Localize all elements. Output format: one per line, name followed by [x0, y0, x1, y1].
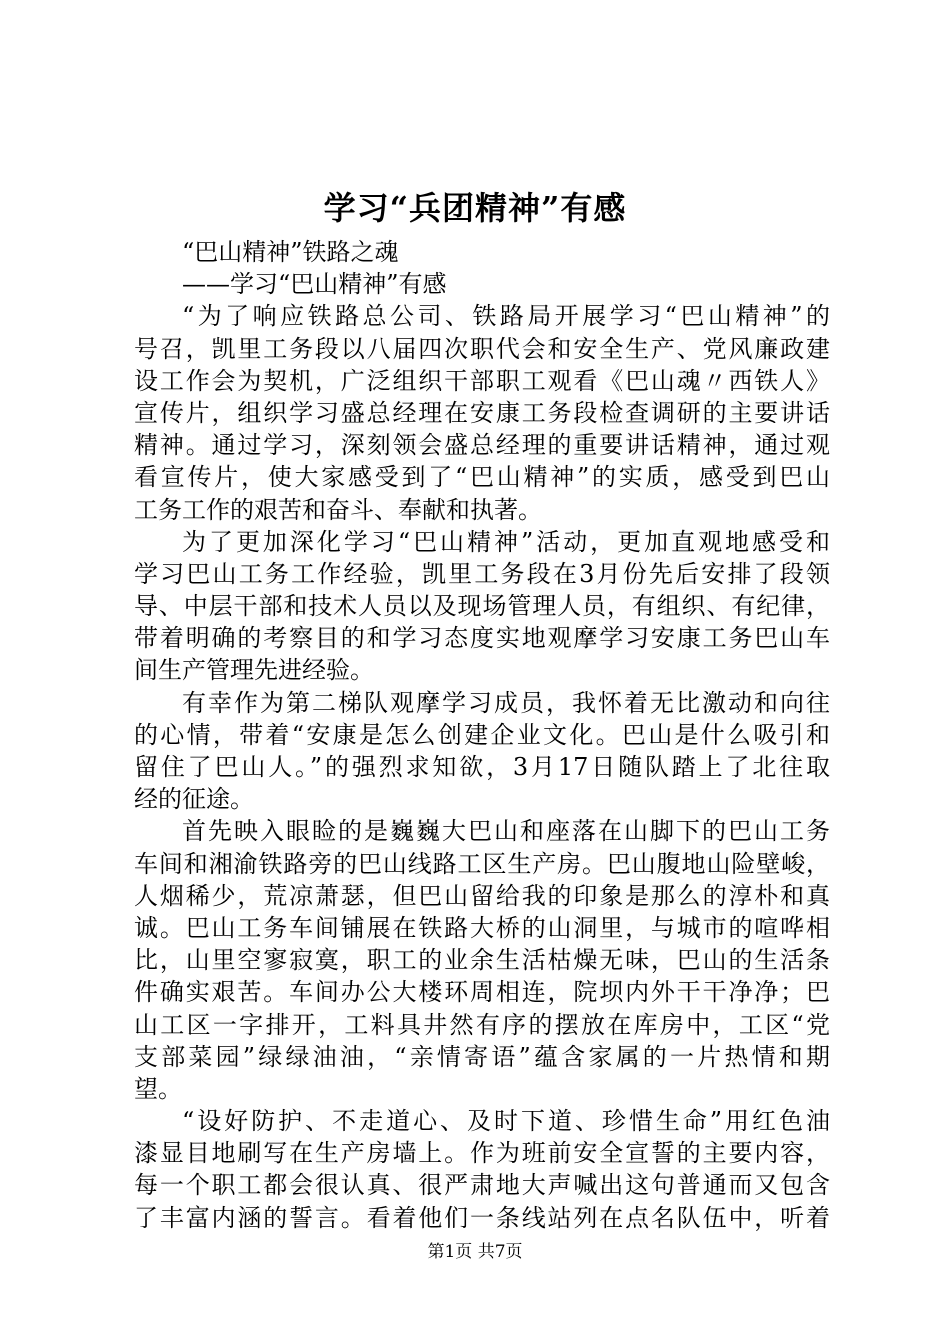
body-line: 支部菜园”绿绿油油，“亲情寄语”蕴含家属的一片热情和期: [134, 1042, 830, 1071]
body-line: “为了响应铁路总公司、铁路局开展学习“巴山精神”的: [182, 302, 830, 331]
body-line: 了丰富内涵的誓言。看着他们一条线站列在点名队伍中，听着: [134, 1203, 830, 1232]
body-line: “巴山精神”铁路之魂: [182, 238, 399, 266]
body-line: 山工区一字排开，工料具井然有序的摆放在库房中，工区“党: [134, 1010, 830, 1039]
body-line: 诚。巴山工务车间铺展在铁路大桥的山洞里，与城市的喧哗相: [134, 913, 830, 942]
body-line: 首先映入眼睑的是巍巍大巴山和座落在山脚下的巴山工务: [182, 817, 830, 846]
body-line: “设好防护、不走道心、及时下道、珍惜生命”用红色油: [182, 1107, 830, 1136]
body-line: ——学习“巴山精神”有感: [182, 270, 447, 299]
body-line: 间生产管理先进经验。: [134, 656, 374, 685]
body-line: 漆显目地刷写在生产房墙上。作为班前安全宣誓的主要内容，: [134, 1139, 830, 1168]
body-line: 号召，凯里工务段以八届四次职代会和安全生产、党风廉政建: [134, 334, 830, 363]
body-line: 留住了巴山人。”的强烈求知欲，3月17日随队踏上了北往取: [134, 753, 830, 781]
body-line: 学习巴山工务工作经验，凯里工务段在3月份先后安排了段领: [134, 559, 830, 588]
body-line: 有幸作为第二梯队观摩学习成员，我怀着无比激动和向往: [182, 688, 830, 717]
body-line: 带着明确的考察目的和学习态度实地观摩学习安康工务巴山车: [134, 624, 830, 653]
document-title: 学习“兵团精神”有感: [323, 189, 627, 227]
body-line: 人烟稀少，荒凉萧瑟，但巴山留给我的印象是那么的淳朴和真: [134, 881, 830, 910]
body-line: 望。: [134, 1074, 182, 1103]
body-line: 设工作会为契机，广泛组织干部职工观看《巴山魂〃西铁人》: [134, 366, 830, 395]
body-line: 导、中层干部和技术人员以及现场管理人员，有组织、有纪律，: [134, 592, 830, 621]
body-line: 的心情，带着“安康是怎么创建企业文化。巴山是什么吸引和: [134, 720, 830, 749]
body-line: 工务工作的艰苦和奋斗、奉献和执著。: [134, 495, 542, 524]
body-line: 车间和湘渝铁路旁的巴山线路工区生产房。巴山腹地山险壁峻，: [134, 849, 830, 878]
body-line: 宣传片，组织学习盛总经理在安康工务段检查调研的主要讲话: [134, 398, 830, 427]
body-line: 看宣传片，使大家感受到了“巴山精神”的实质，感受到巴山: [134, 463, 830, 492]
body-line: 精神。通过学习，深刻领会盛总经理的重要讲话精神，通过观: [134, 431, 830, 460]
body-line: 件确实艰苦。车间办公大楼环周相连，院坝内外干干净净；巴: [134, 978, 830, 1007]
page-footer: 第1页 共7页: [427, 1242, 523, 1262]
body-line: 比，山里空寥寂寞，职工的业余生活枯燥无味，巴山的生活条: [134, 946, 830, 975]
body-line: 每一个职工都会很认真、很严肃地大声喊出这句普通而又包含: [134, 1171, 830, 1200]
body-line: 为了更加深化学习“巴山精神”活动，更加直观地感受和: [182, 527, 830, 556]
body-line: 经的征途。: [134, 785, 254, 814]
document-body: [134, 236, 830, 1234]
